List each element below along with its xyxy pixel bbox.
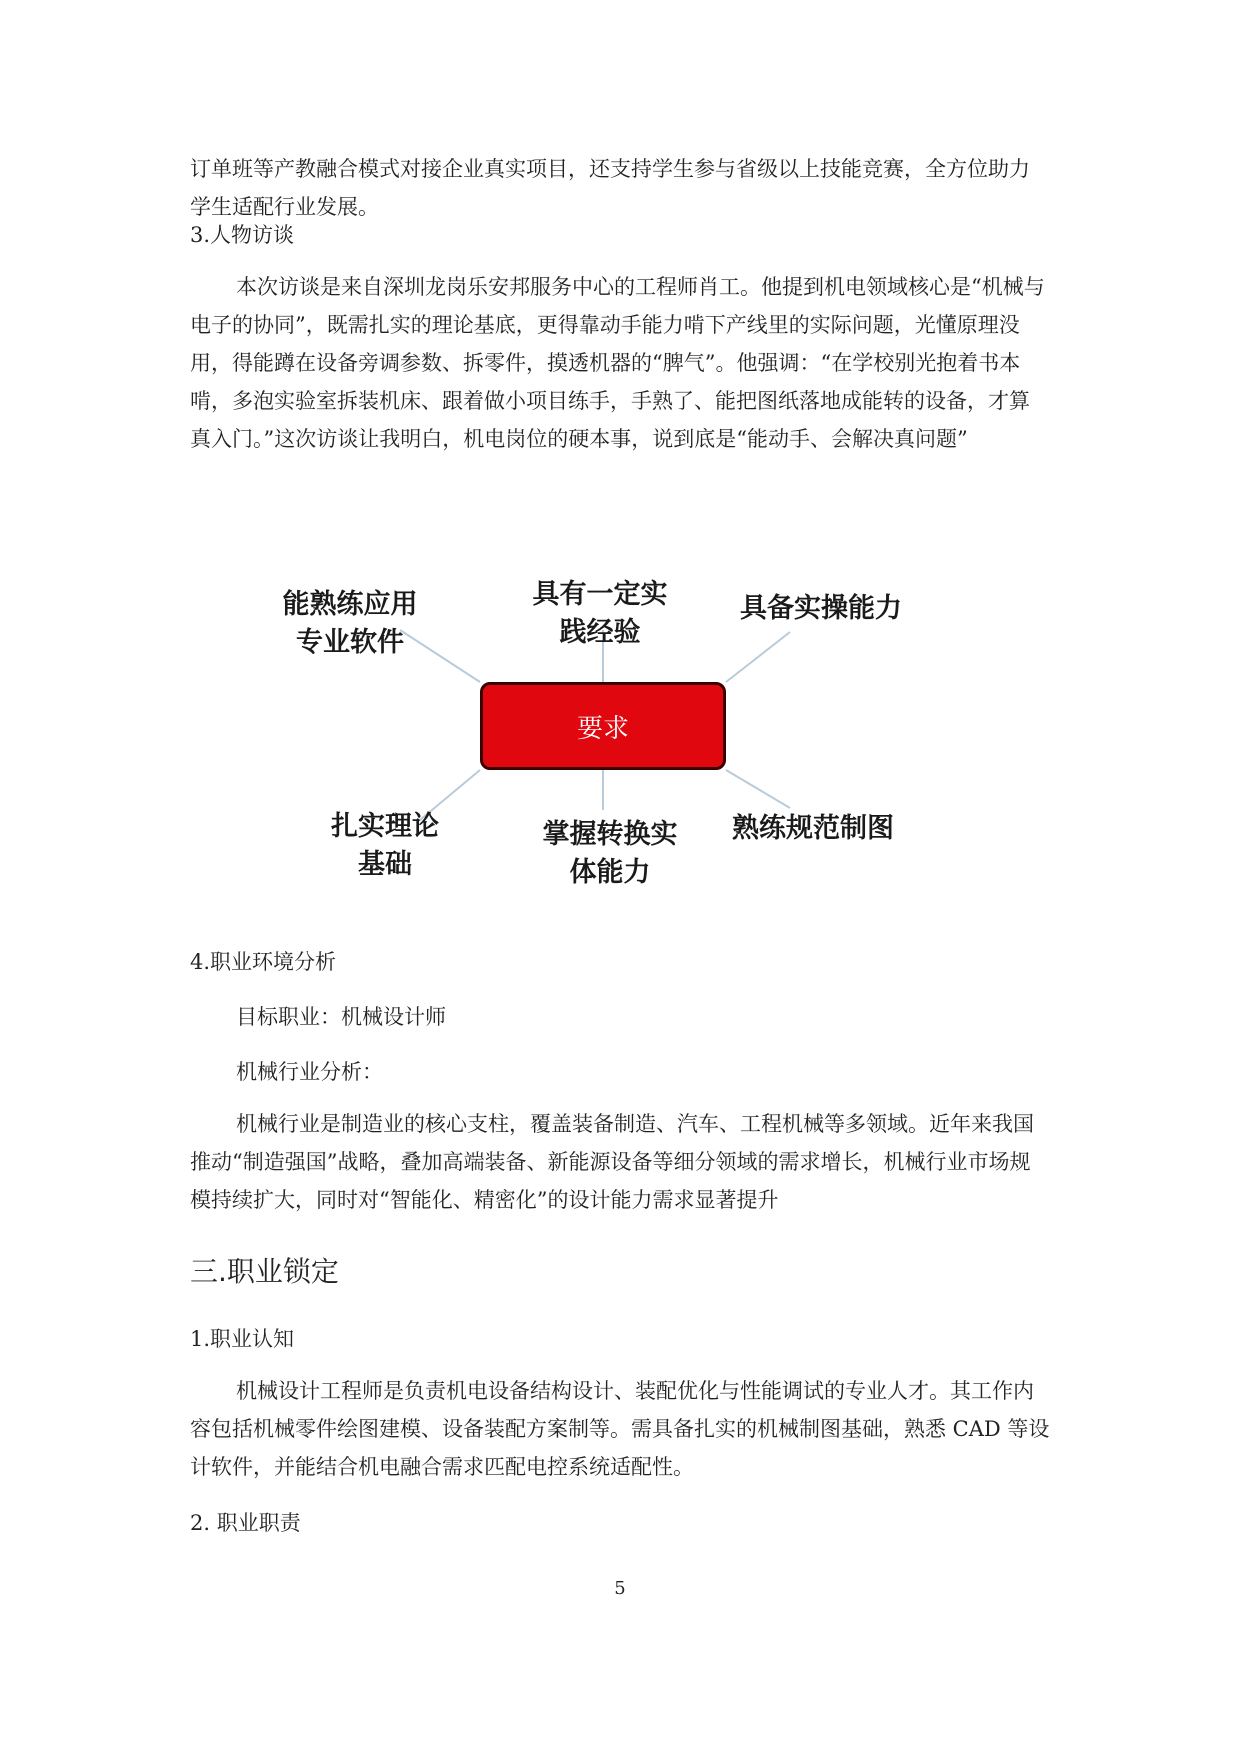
heading-environment: 4.职业环境分析 (190, 950, 337, 974)
paragraph-interview: 本次访谈是来自深圳龙岗乐安邦服务中心的工程师肖工。他提到机电领域核心是“机械与电子的协同”，既需扎实的理论基底，更得靠动手能力啃下产线里的实际问题，光懂原理没用，得能蹲在设备旁调参数、拆零件，摸透机器的“脾气”。他强调：“在学校别光抱着书本啃，多泡实验室拆装机床、跟着做小项目练手，手熟了、能把图纸落地成能转的设备，才算真入门。”这次访谈让我明白，机电岗位的硬本事，说到底是“能动手、会解决真问题” (190, 275, 1045, 451)
node-operation-ability: 具备实操能力 (740, 593, 902, 624)
node-practical-experience: 具有一定实践经验 (532, 579, 668, 648)
connector-drawing (726, 770, 790, 808)
center-node-requirements: 要求 (480, 682, 726, 770)
node-software-skill: 能熟练应用专业软件 (282, 589, 418, 658)
paragraph-industry: 机械行业是制造业的核心支柱，覆盖装备制造、汽车、工程机械等多领域。近年来我国推动“制造强国”战略，叠加高端装备、新能源设备等细分领域的需求增长，机械行业市场规模持续扩大，同时对“智能化、精密化”的设计能力需求显著提升 (190, 1112, 1034, 1212)
target-career: 目标职业：机械设计师 (236, 1005, 446, 1029)
heading-career-duties: 2. 职业职责 (190, 1511, 301, 1535)
page-number: 5 (614, 1578, 626, 1599)
node-conversion-ability: 掌握转换实体能力 (542, 819, 678, 888)
requirements-diagram (250, 570, 990, 910)
connector-operation (726, 632, 790, 682)
node-theory-foundation: 扎实理论基础 (331, 811, 439, 880)
heading-interview: 3.人物访谈 (190, 223, 295, 247)
paragraph-intro: 订单班等产教融合模式对接企业真实项目，还支持学生参与省级以上技能竞赛，全方位助力学生适配行业发展。 (190, 157, 1030, 219)
node-standard-drawing: 熟练规范制图 (732, 813, 894, 844)
heading-career-cognition: 1.职业认知 (190, 1327, 295, 1351)
section-title-career-lock: 三.职业锁定 (190, 1255, 339, 1288)
paragraph-cognition: 机械设计工程师是负责机电设备结构设计、装配优化与性能调试的专业人才。其工作内容包括机械零件绘图建模、设备装配方案制等。需具备扎实的机械制图基础，熟悉 CAD 等设计软件，并能结合机电融合需求匹配电控系统适配性。 (190, 1379, 1050, 1479)
industry-analysis-label: 机械行业分析： (236, 1060, 383, 1084)
